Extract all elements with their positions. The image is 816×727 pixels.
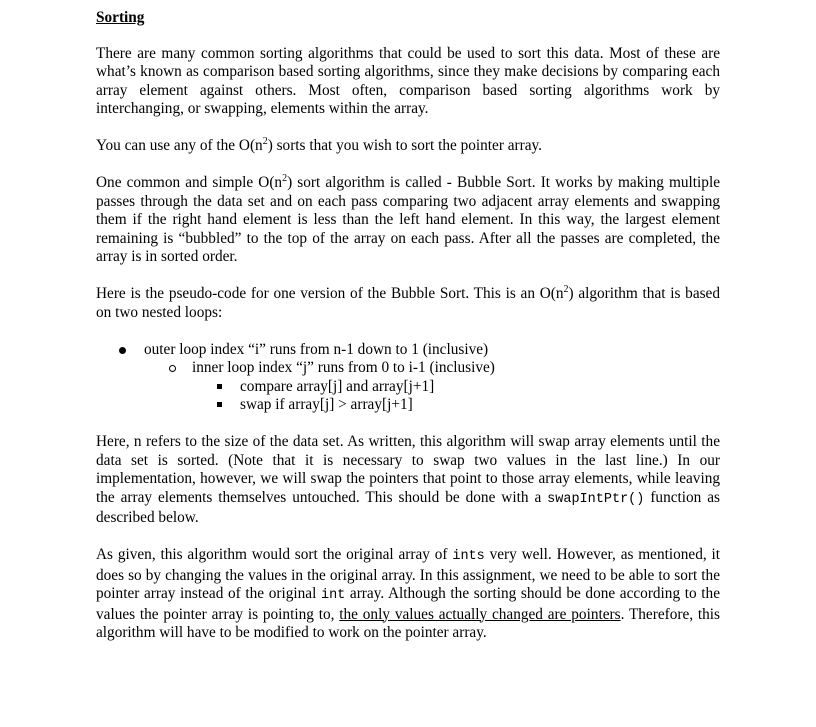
text-span: Here is the pseudo-code for one version of the Bubble Sort. This is an O(n bbox=[96, 285, 564, 302]
text-span: You can use any of the O(n bbox=[96, 137, 263, 154]
text-span: ) algorithm that is based on two nested loops: bbox=[96, 285, 720, 321]
paragraph-on2-sorts bbox=[96, 137, 720, 156]
hollow-circle-bullet-icon bbox=[169, 365, 176, 372]
list-item-compare bbox=[96, 378, 720, 397]
square-bullet-icon bbox=[217, 402, 222, 407]
text-span: function as described below. bbox=[96, 488, 720, 526]
paragraph-implementation bbox=[96, 433, 720, 528]
paragraph-intro: There are many common sorting algorithms that could be used to sort this data. Most of these are what’s known as comparison based sorting algorithms, since they make decisions by comparing each array element against others. Most often, comparison based sorting algorithms work by interchanging, or swapping, elements within the array. bbox=[96, 44, 720, 117]
underlined-text: the only values actually changed are pointers bbox=[339, 605, 621, 623]
list-item-text: swap if array[j] > array[j+1] bbox=[240, 396, 413, 413]
paragraph-pseudocode-intro bbox=[96, 285, 720, 322]
text-span: Here, n refers to the size of the data set. As written, this algorithm will swap array elements until the data set is sorted. (Note that it is necessary to swap two values in the last line.) In our implementation, however, we will swap the pointers that point to those array elements, while leaving the array elements themselves untouched. This should be done with a bbox=[96, 433, 720, 506]
superscript: 2 bbox=[563, 283, 569, 295]
list-item-text: compare array[j] and array[j+1] bbox=[240, 377, 435, 395]
text-span: . Therefore, this algorithm will have to be modified to work on the pointer array. bbox=[96, 605, 720, 641]
superscript: 2 bbox=[282, 172, 288, 184]
list-item-swap bbox=[96, 396, 720, 415]
superscript: 2 bbox=[262, 135, 268, 147]
text-span: very well. However, as mentioned, it does so by changing the values in the original array. In this assignment, we need to be able to sort the pointer array instead of the original bbox=[96, 546, 721, 602]
filled-circle-bullet-icon bbox=[119, 347, 126, 354]
inline-code: int bbox=[320, 588, 346, 603]
paragraph-pointer-array bbox=[96, 546, 720, 643]
text-span: ) sort algorithm is called - Bubble Sort. It works by making multiple passes through the data set and on each pass comparing two adjacent array elements and swapping them if the right hand element is less than the left hand element. In this way, the largest element remaining is “bubbled” to the top of the array on each pass. After all the passes are completed, the array is in sorted order. bbox=[96, 174, 720, 265]
paragraph-bubble-sort bbox=[96, 174, 720, 267]
text-span: ) sorts that you wish to sort the pointer array. bbox=[267, 137, 542, 154]
text-span: As given, this algorithm would sort the original array of bbox=[96, 546, 453, 563]
square-bullet-icon bbox=[217, 384, 222, 389]
inline-code: swapIntPtr() bbox=[547, 491, 645, 507]
text-span: array. Although the sorting should be done according to the values the pointer array is pointing to, bbox=[96, 585, 720, 623]
inline-code: ints bbox=[452, 549, 485, 564]
list-item-outer-loop bbox=[96, 341, 720, 360]
pseudocode-list bbox=[96, 341, 720, 415]
list-item-text: outer loop index “i” runs from n-1 down to 1 (inclusive) bbox=[144, 340, 489, 358]
document-body bbox=[96, 9, 720, 643]
text-span: One common and simple O(n bbox=[96, 174, 283, 191]
list-item-inner-loop bbox=[96, 359, 720, 378]
section-heading: Sorting bbox=[96, 9, 145, 26]
list-item-text: inner loop index “j” runs from 0 to i-1 (inclusive) bbox=[192, 359, 495, 376]
